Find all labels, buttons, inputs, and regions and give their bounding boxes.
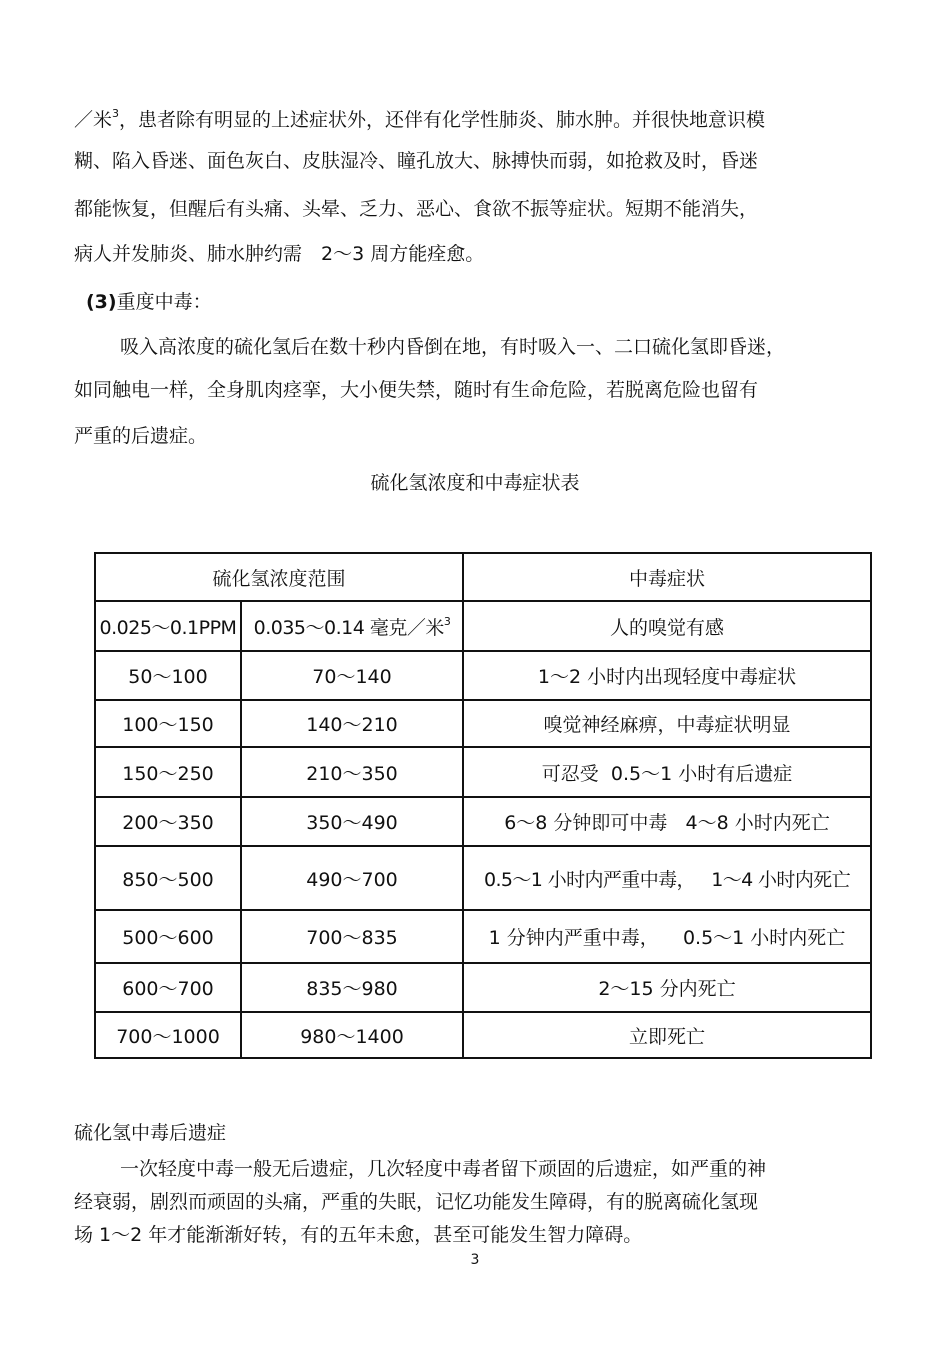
cell-mg: 140～210	[241, 700, 463, 747]
cell-mg: 490～700	[241, 846, 463, 910]
paragraph1-line1: ／米$^3$，患者除有明显的上述症状外，还伴有化学性肺炎、肺水肿。并很快地意识模	[74, 107, 766, 131]
paragraph2-line1: 吸入高浓度的硫化氢后在数十秒内昏倒在地，有时吸入一、二口硫化氢即昏迷，	[120, 336, 786, 358]
cell-symptom: 立即死亡	[463, 1012, 871, 1058]
cell-ppm: 50～100	[95, 651, 241, 700]
paragraph1-line3: 都能恢复，但醒后有头痛、头晕、乏力、恶心、食欲不振等症状。短期不能消失，	[74, 198, 759, 220]
table-row	[95, 651, 871, 700]
table-caption: 硫化氢浓度和中毒症状表	[370, 472, 580, 494]
table-row	[95, 700, 871, 747]
cell-ppm: 100～150	[95, 700, 241, 747]
paragraph1-line4: 病人并发肺炎、肺水肿约需 2～3 周方能痊愈。	[74, 243, 485, 265]
cell-ppm: 200～350	[95, 797, 241, 846]
cell-ppm: 0.025～0.1PPM	[95, 601, 241, 651]
cell-ppm: 600～700	[95, 963, 241, 1012]
table-row	[95, 910, 871, 963]
superscript-3: 3	[112, 107, 120, 120]
sequelae-line3: 场 1～2 年才能渐渐好转，有的五年未愈，甚至可能发生智力障碍。	[74, 1224, 643, 1246]
cell-mg: 980～1400	[241, 1012, 463, 1058]
section3-number: (3)	[86, 291, 117, 313]
table-row	[95, 846, 871, 910]
table-row	[95, 1012, 871, 1058]
cell-mg: 70～140	[241, 651, 463, 700]
cell-mg: 350～490	[241, 797, 463, 846]
cell-mg: 835～980	[241, 963, 463, 1012]
table-row	[95, 797, 871, 846]
toxicity-table	[94, 552, 872, 1059]
sequelae-heading: 硫化氢中毒后遗症	[74, 1122, 227, 1144]
section3-heading: (3)重度中毒：	[86, 291, 212, 313]
cell-ppm: 850～500	[95, 846, 241, 910]
header-symptom: 中毒症状	[463, 553, 871, 601]
cell-mg: 700～835	[241, 910, 463, 963]
page-number: 3	[470, 1252, 480, 1268]
cell-symptom: 6～8 分钟即可中毒 4～8 小时内死亡	[463, 797, 871, 846]
sequelae-line1: 一次轻度中毒一般无后遗症，几次轻度中毒者留下顽固的后遗症，如严重的神	[120, 1158, 767, 1180]
paragraph2-line2: 如同触电一样，全身肌肉痉挛，大小便失禁，随时有生命危险，若脱离危险也留有	[74, 379, 759, 401]
cell-ppm: 500～600	[95, 910, 241, 963]
cell-mg: 0.035～0.14 毫克／米$^3$	[241, 601, 463, 651]
cell-symptom: 人的嗅觉有感	[463, 601, 871, 651]
cell-symptom: 可忍受 0.5～1 小时有后遗症	[463, 747, 871, 797]
cell-ppm: 150～250	[95, 747, 241, 797]
table-row	[95, 601, 871, 651]
paragraph1-line2: 糊、陷入昏迷、面色灰白、皮肤湿冷、瞳孔放大、脉搏快而弱，如抢救及时，昏迷	[74, 150, 759, 172]
cell-symptom: 嗅觉神经麻痹，中毒症状明显	[463, 700, 871, 747]
cell-mg: 210～350	[241, 747, 463, 797]
table-row	[95, 963, 871, 1012]
cell-symptom: 1 分钟内严重中毒， 0.5～1 小时内死亡	[463, 910, 871, 963]
cell-symptom: 1～2 小时内出现轻度中毒症状	[463, 651, 871, 700]
table-row	[95, 747, 871, 797]
header-concentration-range: 硫化氢浓度范围	[95, 553, 463, 601]
cell-symptom: 0.5～1 小时内严重中毒， 1～4 小时内死亡	[463, 846, 871, 910]
sequelae-line2: 经衰弱，剧烈而顽固的头痛，严重的失眠，记忆功能发生障碍，有的脱离硫化氢现	[74, 1191, 759, 1213]
paragraph2-line3: 严重的后遗症。	[74, 425, 208, 447]
cell-symptom: 2～15 分内死亡	[463, 963, 871, 1012]
cell-ppm: 700～1000	[95, 1012, 241, 1058]
table-header-row	[95, 553, 871, 601]
